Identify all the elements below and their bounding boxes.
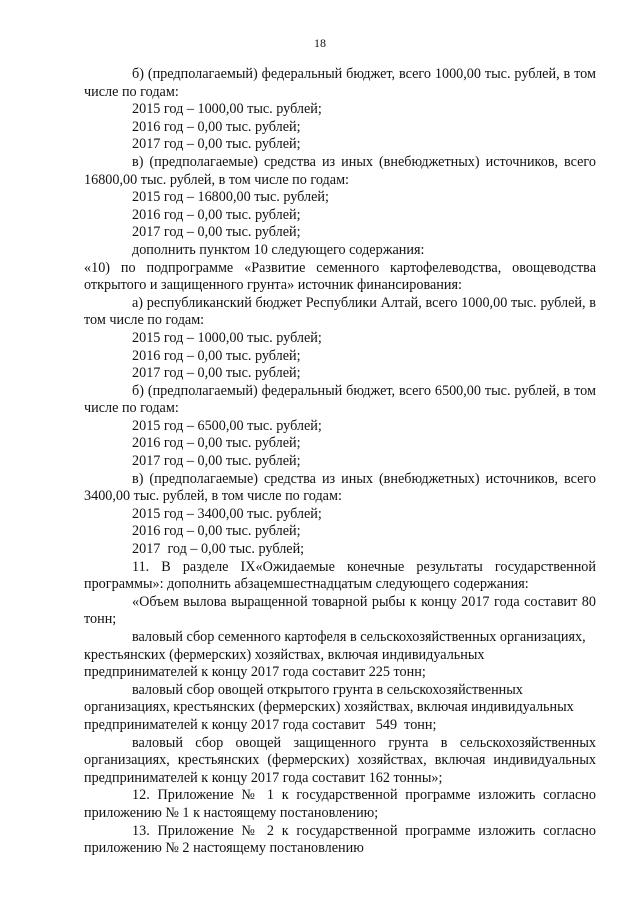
paragraph: 2015 год – 16800,00 тыс. рублей;: [132, 189, 329, 206]
paragraph: 2016 год – 0,00 тыс. рублей;: [132, 206, 301, 223]
paragraph: 2015 год – 1000,00 тыс. рублей;: [132, 101, 322, 118]
paragraph: 2016 год – 0,00 тыс. рублей;: [132, 118, 301, 135]
paragraph: 2017 год – 0,00 тыс. рублей;: [132, 365, 301, 382]
document-body: [84, 66, 596, 858]
paragraph: «10) по подпрограмме «Развитие семенного картофелеводства, овощеводства открытого и защищенного грунта» источник финансирования:: [84, 259, 596, 294]
paragraph: 2016 год – 0,00 тыс. рублей;: [132, 347, 301, 364]
paragraph: «Объем вылова выращенной товарной рыбы к концу 2017 года составит 80 тонн;: [84, 593, 596, 628]
paragraph: 13. Приложение № 2 к государственной программе изложить согласно приложению № 2 настоящему постановлению: [84, 822, 596, 857]
paragraph: б) (предполагаемый) федеральный бюджет, всего 6500,00 тыс. рублей, в том числе по годам:: [84, 382, 596, 417]
paragraph: 11. В разделе IX«Ожидаемые конечные результаты государственной программы»: дополнить абзацемшестнадцатым следующего содержания:: [84, 558, 596, 593]
page-number: 18: [314, 36, 326, 50]
paragraph: 12. Приложение № 1 к государственной программе изложить согласно приложению № 1 к настоящему постановлению;: [84, 787, 596, 821]
paragraph: в) (предполагаемые) средства из иных (внебюджетных) источников, всего 3400,00 тыс. рублей, в том числе по годам:: [84, 470, 596, 505]
paragraph: в) (предполагаемые) средства из иных (внебюджетных) источников, всего 16800,00 тыс. рублей, в том числе по годам:: [84, 153, 596, 188]
paragraph: 2017 год – 0,00 тыс. рублей;: [132, 453, 301, 470]
paragraph: 2017 год – 0,00 тыс. рублей;: [132, 136, 301, 153]
paragraph: а) республиканский бюджет Республики Алтай, всего 1000,00 тыс. рублей, в том числе по годам:: [84, 294, 596, 329]
paragraph: б) (предполагаемый) федеральный бюджет, всего 1000,00 тыс. рублей, в том числе по годам:: [84, 66, 596, 100]
paragraph: валовый сбор овощей защищенного грунта в сельскохозяйственных организациях, крестьянских (фермерских) хозяйствах, включая индивидуальных предпринимателей к концу 2017 года составит 162 тонны»;: [84, 734, 596, 786]
paragraph: 2017 год – 0,00 тыс. рублей;: [132, 224, 301, 241]
paragraph: 2015 год – 6500,00 тыс. рублей;: [132, 417, 322, 434]
paragraph: 2016 год – 0,00 тыс. рублей;: [132, 435, 301, 452]
paragraph: дополнить пунктом 10 следующего содержания:: [132, 241, 425, 258]
paragraph: валовый сбор семенного картофеля в сельскохозяйственных организациях, крестьянских (фермерских) хозяйствах, включая индивидуальных предпринимателей к концу 2017 года составит 225 тонн;: [84, 629, 586, 681]
paragraph: 2015 год – 3400,00 тыс. рублей;: [132, 505, 322, 522]
paragraph: 2017 год – 0,00 тыс. рублей;: [132, 541, 305, 558]
paragraph: 2015 год – 1000,00 тыс. рублей;: [132, 329, 322, 346]
paragraph: 2016 год – 0,00 тыс. рублей;: [132, 523, 301, 540]
paragraph: валовый сбор овощей открытого грунта в сельскохозяйственных организациях, крестьянских (фермерских) хозяйствах, включая индивидуальных предпринимателей к концу 2017 года составит 549 тонн;: [84, 681, 578, 733]
